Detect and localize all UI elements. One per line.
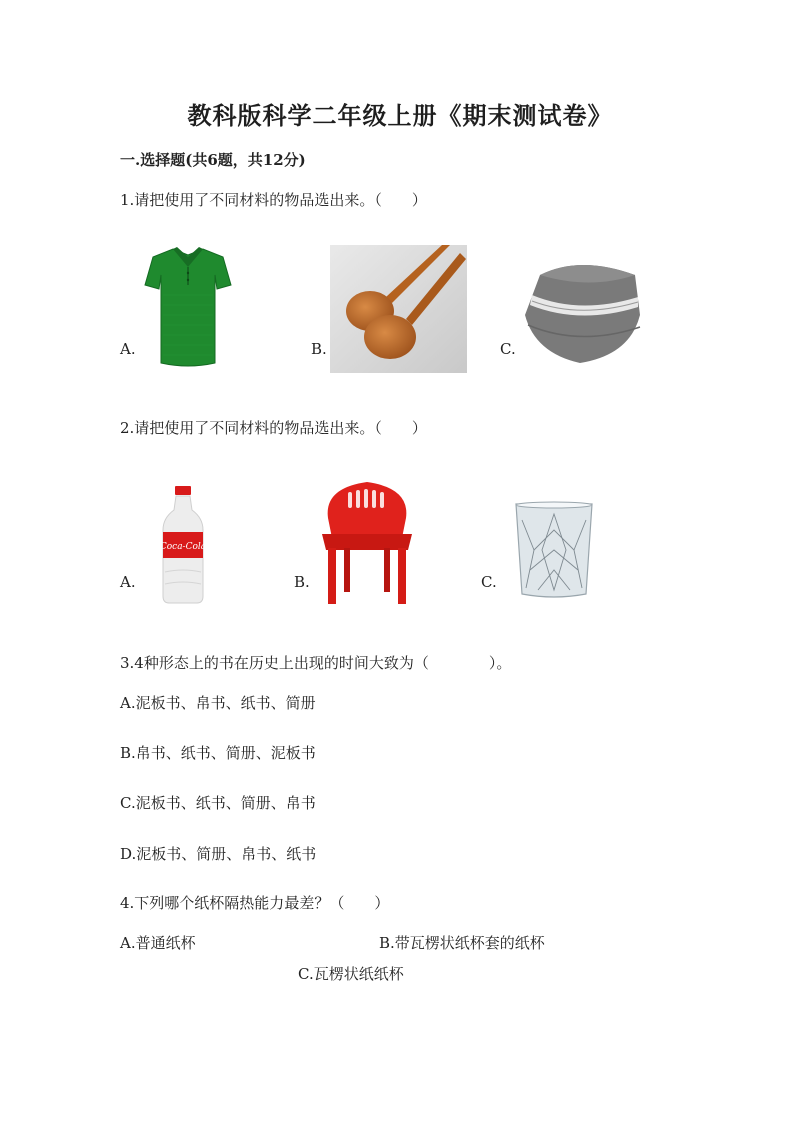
page-title: 教科版科学二年级上册《期末测试卷》: [187, 101, 613, 130]
question-3: 3.4种形态上的书在历史上出现的时间大致为（ ）。: [120, 654, 512, 672]
q4-option-c: C.瓦楞状纸纸杯: [298, 965, 404, 983]
q3-option-b: B.帛书、纸书、简册、泥板书: [120, 744, 316, 762]
crystal-glass-image: [512, 500, 596, 600]
q2-option-a-label: A.: [120, 573, 136, 591]
question-1: 1.请把使用了不同材料的物品选出来。（ ）: [120, 191, 427, 209]
q3-option-d: D.泥板书、简册、帛书、纸书: [120, 845, 317, 863]
green-polo-shirt-image: [143, 245, 233, 370]
cola-label-text: Coca-Cola: [159, 542, 207, 552]
wooden-spoons-image: [330, 245, 467, 373]
q1-option-c-label: C.: [500, 340, 516, 358]
question-2: 2.请把使用了不同材料的物品选出来。（ ）: [120, 419, 427, 437]
q2-option-c-label: C.: [481, 573, 497, 591]
cola-bottle-image: [157, 486, 209, 604]
q3-option-c: C.泥板书、纸书、简册、帛书: [120, 794, 316, 812]
gray-towel-image: [520, 255, 645, 365]
section-heading: 一.选择题(共6题，共12分): [120, 151, 306, 169]
q4-option-a: A.普通纸杯: [120, 934, 196, 952]
q1-option-a-label: A.: [120, 340, 136, 358]
q4-option-b: B.带瓦楞状纸杯套的纸杯: [379, 934, 545, 952]
q2-option-b-label: B.: [294, 573, 310, 591]
red-plastic-chair-image: [320, 478, 414, 605]
question-4: 4.下列哪个纸杯隔热能力最差？（ ）: [120, 894, 390, 912]
q3-option-a: A.泥板书、帛书、纸书、简册: [120, 694, 316, 712]
q1-option-b-label: B.: [311, 340, 327, 358]
